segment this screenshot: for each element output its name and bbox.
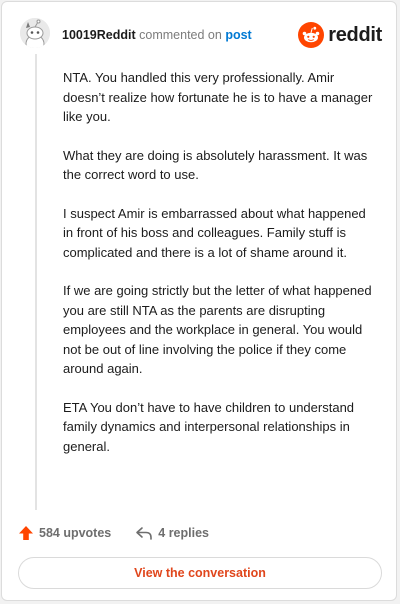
comment-footer <box>18 522 209 544</box>
comment-paragraph: ETA You don’t have to have children to understand family dynamics and interpersonal relationships in general. <box>63 399 355 454</box>
avatar[interactable] <box>20 18 50 48</box>
snoo-avatar-icon <box>20 18 50 48</box>
reply-arrow-icon <box>135 525 153 541</box>
comment-body <box>63 68 379 475</box>
upvote-button[interactable] <box>18 525 111 541</box>
comment-paragraph: If we are going strictly but the letter of what happened you are still NTA as the parents are disrupting employees and the workplace in general. You would not be out of line involving the police if they come around again. <box>63 283 372 376</box>
view-conversation-button[interactable]: View the conversation <box>18 557 382 589</box>
comment-paragraph: NTA. You handled this very professionally. Amir doesn’t realize how fortunate he is to have a manager like you. <box>63 70 373 124</box>
reddit-wordmark: reddit <box>328 23 382 46</box>
action-text: commented on <box>139 28 222 42</box>
comment-header <box>2 2 396 66</box>
comment-card <box>1 1 397 601</box>
comment-meta <box>62 27 252 43</box>
replies-button[interactable] <box>135 525 209 541</box>
upvote-count: 584 upvotes <box>39 526 112 540</box>
comment-paragraph: What they are doing is absolutely harassment. It was the correct word to use. <box>63 147 368 182</box>
thread-line <box>35 54 37 510</box>
reply-count: 4 replies <box>158 526 209 540</box>
upvote-arrow-icon <box>18 525 34 541</box>
username[interactable]: 10019Reddit <box>62 28 136 42</box>
reddit-snoo-icon <box>298 22 324 48</box>
reddit-logo[interactable] <box>298 22 382 48</box>
comment-paragraph: I suspect Amir is embarrassed about what happened in front of his boss and colleagues. Family stuff is complicated and there is a lot of shame around it. <box>63 205 366 260</box>
post-link[interactable]: post <box>225 28 252 42</box>
